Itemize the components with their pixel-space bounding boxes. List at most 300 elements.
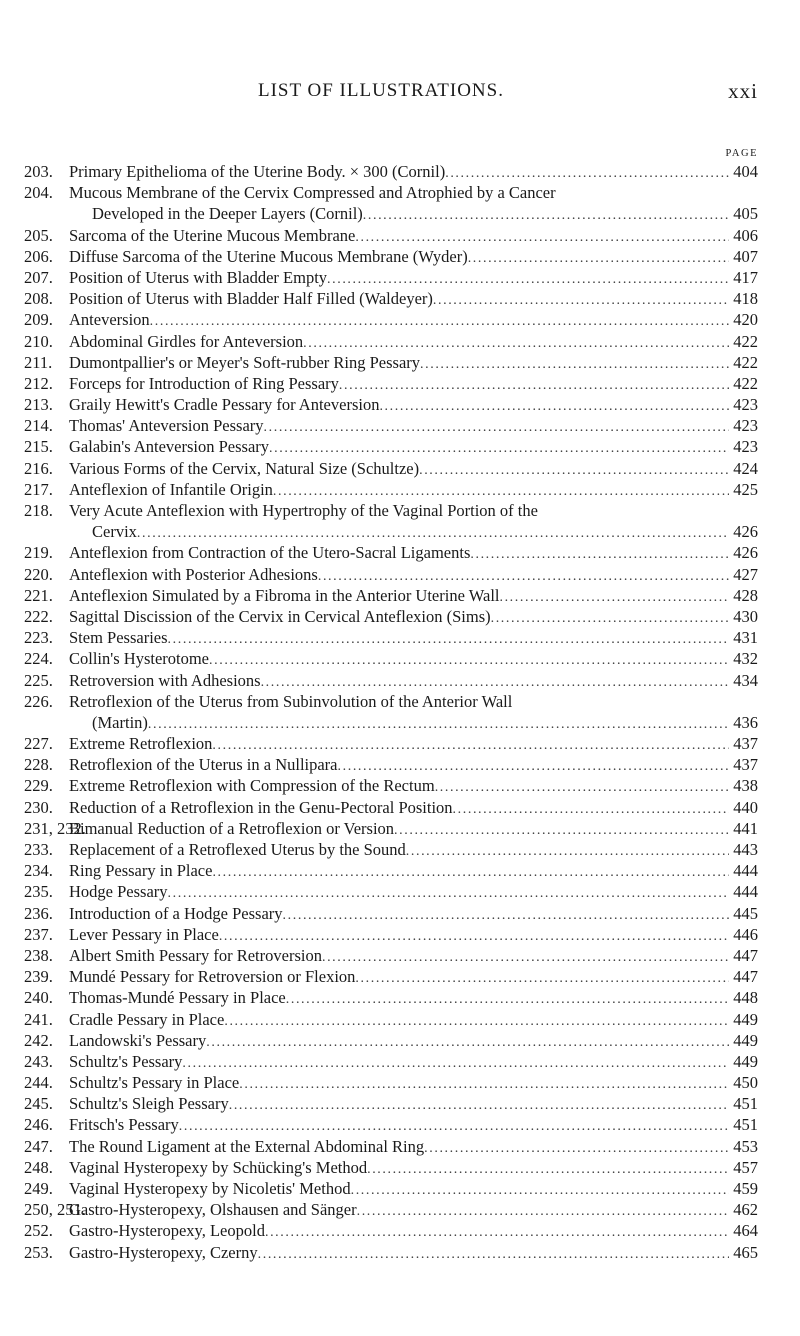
entry-line (69, 648, 758, 671)
dot-leader (212, 735, 729, 756)
entry-line (69, 564, 758, 587)
figure-number: 249. (24, 1179, 53, 1198)
list-item (0, 352, 800, 373)
list-item (0, 1009, 800, 1030)
figure-number: 216. (24, 458, 53, 478)
entry-line (69, 1220, 758, 1243)
page-reference: 426 (733, 522, 758, 542)
figure-number: 241. (24, 1009, 53, 1029)
figure-caption: Albert Smith Pessary for Retroversion (69, 945, 322, 965)
figure-number: 242. (24, 1030, 53, 1050)
figure-number: 238. (24, 945, 53, 965)
list-item (0, 161, 800, 182)
page-reference: 427 (733, 564, 758, 584)
dot-leader (261, 672, 729, 693)
page-reference: 451 (733, 1094, 758, 1114)
page-reference: 447 (733, 967, 758, 987)
entry-line (69, 225, 758, 248)
page-reference: 459 (733, 1179, 758, 1198)
figure-number: 221. (24, 585, 53, 605)
page-reference: 422 (733, 373, 758, 393)
figure-number: 234. (24, 861, 53, 881)
list-item (0, 1136, 800, 1157)
figure-number: 244. (24, 1073, 53, 1093)
figure-number: 204. (24, 183, 53, 203)
page-reference: 453 (733, 1136, 758, 1156)
entry-line (69, 373, 758, 396)
page-reference: 457 (733, 1157, 758, 1177)
entry-line (69, 1114, 758, 1137)
page-reference: 449 (733, 1009, 758, 1029)
entry-line (69, 1136, 758, 1159)
list-item (0, 1072, 800, 1093)
list-item (0, 500, 800, 521)
entry-line (69, 1051, 758, 1074)
dot-leader (445, 163, 729, 184)
figure-caption: Fritsch's Pessary (69, 1115, 179, 1135)
list-item (0, 881, 800, 902)
list-item (0, 373, 800, 394)
list-item (0, 797, 800, 818)
entry-line (69, 542, 758, 565)
figure-caption: Schultz's Pessary (69, 1051, 183, 1071)
entry-line (69, 924, 758, 947)
dot-leader (148, 714, 729, 735)
figure-caption: Position of Uterus with Bladder Half Filled (Waldeyer) (69, 289, 433, 309)
dot-leader (273, 481, 729, 502)
entry-line (69, 436, 758, 459)
illustration-list (0, 161, 800, 1263)
entry-line (69, 1009, 758, 1032)
figure-caption: Hodge Pessary (69, 882, 168, 902)
dot-leader (168, 883, 729, 904)
figure-number: 246. (24, 1115, 53, 1135)
page-reference: 465 (733, 1242, 758, 1262)
figure-caption: Cervix (92, 522, 137, 542)
page-reference: 434 (733, 670, 758, 690)
figure-caption: Landowski's Pessary (69, 1030, 207, 1050)
dot-leader (206, 1032, 729, 1053)
page-reference: 418 (733, 289, 758, 309)
figure-caption: Primary Epithelioma of the Uterine Body. × 300 (Cornil) (69, 162, 446, 181)
figure-number: 206. (24, 246, 53, 266)
list-item (0, 436, 800, 457)
figure-caption: Retroflexion of the Uterus in a Nullipara (69, 755, 338, 775)
dot-leader (269, 438, 729, 459)
list-item (0, 458, 800, 479)
page-reference: 441 (733, 818, 758, 838)
page-reference: 446 (733, 924, 758, 944)
dot-leader (355, 227, 729, 248)
figure-caption: Stem Pessaries (69, 628, 168, 648)
figure-caption: Ring Pessary in Place (69, 861, 213, 881)
dot-leader (179, 1116, 729, 1137)
figure-number: 250, 251. (24, 1200, 86, 1220)
list-item (0, 331, 800, 352)
entry-line (92, 203, 758, 226)
dot-leader (264, 417, 729, 438)
figure-caption: Sarcoma of the Uterine Mucous Membrane (69, 225, 356, 245)
entry-line (69, 945, 758, 968)
page-reference: 422 (733, 352, 758, 372)
figure-number: 237. (24, 924, 53, 944)
entry-line (69, 839, 758, 862)
page-reference: 420 (733, 310, 758, 330)
figure-number: 236. (24, 903, 53, 923)
list-item (0, 542, 800, 563)
dot-leader (406, 841, 729, 862)
figure-caption: Forceps for Introduction of Ring Pessary (69, 373, 339, 393)
list-item (0, 1093, 800, 1114)
entry-line (69, 161, 758, 184)
list-item (0, 1199, 800, 1220)
entry-line (69, 458, 758, 481)
figure-number: 229. (24, 776, 53, 796)
list-item (0, 1051, 800, 1072)
entry-line (69, 182, 758, 203)
list-item (0, 924, 800, 945)
entry-line (69, 479, 758, 502)
figure-caption: Extreme Retroflexion with Compression of the Rectum (69, 776, 435, 796)
page-reference: 406 (733, 225, 758, 245)
dot-leader (224, 1011, 729, 1032)
dot-leader (137, 523, 729, 544)
dot-leader (209, 650, 729, 671)
figure-number: 233. (24, 840, 53, 859)
dot-leader (229, 1095, 729, 1116)
page-reference: 424 (733, 458, 758, 478)
figure-caption: Anteflexion Simulated by a Fibroma in the Anterior Uterine Wall (69, 585, 500, 605)
list-item (0, 966, 800, 987)
list-item (0, 670, 800, 691)
page-reference: 440 (733, 797, 758, 817)
figure-caption: Anteflexion from Contraction of the Utero-Sacral Ligaments (69, 543, 471, 563)
page-reference: 405 (733, 204, 758, 224)
dot-leader (424, 1138, 729, 1159)
list-item (0, 775, 800, 796)
dot-leader (363, 205, 729, 226)
page-reference: 423 (733, 437, 758, 457)
figure-caption: Galabin's Anteversion Pessary (69, 437, 270, 457)
page-reference: 422 (733, 331, 758, 351)
figure-number: 230. (24, 797, 53, 817)
figure-caption: Graily Hewitt's Cradle Pessary for Anteversion (69, 395, 380, 415)
page-reference: 431 (733, 628, 758, 648)
page-reference: 447 (733, 945, 758, 965)
list-item (0, 627, 800, 648)
list-item (0, 394, 800, 415)
list-item (0, 585, 800, 606)
entry-line (69, 797, 758, 820)
entry-line (69, 288, 758, 311)
figure-number: 231, 232. (24, 818, 86, 838)
list-item (0, 860, 800, 881)
figure-number: 210. (24, 331, 53, 351)
entry-line (69, 1093, 758, 1116)
figure-number: 208. (24, 289, 53, 309)
entry-line (69, 860, 758, 883)
figure-caption: Schultz's Sleigh Pessary (69, 1094, 229, 1114)
dot-leader (239, 1074, 729, 1095)
entry-line (69, 754, 758, 777)
figure-caption: Mucous Membrane of the Cervix Compressed and Atrophied by a Cancer (69, 183, 556, 203)
figure-number: 212. (24, 373, 53, 393)
figure-number: 252. (24, 1221, 53, 1241)
page-reference: 448 (733, 988, 758, 1008)
page-reference: 444 (733, 861, 758, 881)
header-title: LIST OF ILLUSTRATIONS. (258, 80, 504, 101)
entry-line (69, 331, 758, 354)
figure-number: 207. (24, 267, 53, 287)
dot-leader (286, 989, 729, 1010)
entry-line (69, 585, 758, 608)
entry-line (69, 606, 758, 629)
page-reference: 449 (733, 1030, 758, 1050)
figure-number: 226. (24, 691, 53, 711)
figure-caption: Lever Pessary in Place (69, 924, 219, 944)
figure-caption: Anteflexion with Posterior Adhesions (69, 564, 318, 584)
page-reference: 423 (733, 416, 758, 436)
dot-leader (303, 333, 729, 354)
list-item (0, 712, 800, 733)
entry-line (69, 394, 758, 417)
dot-leader (168, 629, 729, 650)
figure-caption: Abdominal Girdles for Anteversion (69, 331, 304, 351)
dot-leader (182, 1053, 729, 1074)
dot-leader (468, 248, 729, 269)
dot-leader (357, 1201, 729, 1222)
page-reference: 450 (733, 1073, 758, 1093)
page-reference: 425 (733, 479, 758, 499)
dot-leader (322, 947, 729, 968)
figure-number: 205. (24, 225, 53, 245)
entry-line (69, 1030, 758, 1053)
dot-leader (258, 1244, 729, 1265)
page-reference: 432 (733, 649, 758, 669)
entry-line (69, 881, 758, 904)
figure-number: 214. (24, 416, 53, 436)
figure-caption: Schultz's Pessary in Place (69, 1073, 240, 1093)
page-reference: 449 (733, 1051, 758, 1071)
dot-leader (219, 926, 729, 947)
figure-caption: Thomas-Mundé Pessary in Place (69, 988, 286, 1008)
figure-number: 248. (24, 1157, 53, 1177)
entry-line (69, 1072, 758, 1095)
figure-caption: Anteversion (69, 310, 150, 330)
figure-caption: The Round Ligament at the External Abdominal Ring (69, 1136, 425, 1156)
entry-line (69, 1157, 758, 1180)
list-item (0, 1242, 800, 1263)
list-item (0, 182, 800, 203)
dot-leader (435, 777, 729, 798)
page-reference: 436 (733, 712, 758, 732)
figure-number: 247. (24, 1136, 53, 1156)
entry-line (69, 1178, 758, 1201)
dot-leader (499, 587, 729, 608)
list-item (0, 415, 800, 436)
list-item (0, 521, 800, 542)
figure-number: 245. (24, 1094, 53, 1114)
dot-leader (150, 311, 729, 332)
list-item (0, 1220, 800, 1241)
dot-leader (339, 375, 729, 396)
list-item (0, 479, 800, 500)
figure-number: 211. (24, 352, 53, 372)
figure-caption: Position of Uterus with Bladder Empty (69, 267, 328, 287)
entry-line (69, 775, 758, 798)
page-reference: 430 (733, 606, 758, 626)
list-item (0, 691, 800, 712)
page-reference: 438 (733, 776, 758, 796)
entry-line (92, 712, 758, 735)
running-header (58, 80, 758, 106)
dot-leader (327, 269, 729, 290)
list-item (0, 246, 800, 267)
dot-leader (212, 862, 729, 883)
dot-leader (338, 756, 729, 777)
list-item (0, 1114, 800, 1135)
page-reference: 407 (733, 246, 758, 266)
figure-number: 209. (24, 310, 53, 330)
page-reference: 417 (733, 267, 758, 287)
figure-number: 225. (24, 670, 53, 690)
figure-number: 239. (24, 967, 53, 987)
page-reference: 437 (733, 734, 758, 754)
figure-caption: Extreme Retroflexion (69, 734, 213, 754)
figure-number: 235. (24, 882, 53, 902)
figure-caption: Gastro-Hysteropexy, Olshausen and Sänger (69, 1200, 357, 1220)
dot-leader (379, 396, 729, 417)
dot-leader (470, 544, 729, 565)
list-item (0, 1030, 800, 1051)
figure-number: 227. (24, 734, 53, 754)
dot-leader (367, 1159, 729, 1180)
dot-leader (265, 1222, 729, 1243)
figure-number: 228. (24, 755, 53, 775)
figure-number: 213. (24, 395, 53, 415)
figure-caption: Mundé Pessary for Retroversion or Flexion (69, 967, 356, 987)
list-item (0, 1157, 800, 1178)
figure-number: 240. (24, 988, 53, 1008)
figure-caption: Gastro-Hysteropexy, Czerny (69, 1242, 258, 1262)
dot-leader (419, 460, 729, 481)
figure-number: 203. (24, 162, 53, 181)
page-reference: 464 (733, 1221, 758, 1241)
entry-line (92, 521, 758, 544)
page-reference: 423 (733, 395, 758, 415)
figure-number: 224. (24, 649, 53, 669)
figure-caption: Vaginal Hysteropexy by Schücking's Method (69, 1157, 368, 1177)
figure-caption: Cradle Pessary in Place (69, 1009, 225, 1029)
dot-leader (283, 905, 729, 926)
list-item (0, 987, 800, 1008)
entry-line (69, 903, 758, 926)
figure-caption: Sagittal Discission of the Cervix in Cervical Anteflexion (Sims) (69, 606, 491, 626)
list-item (0, 267, 800, 288)
entry-line (69, 818, 758, 841)
entry-line (69, 627, 758, 650)
entry-line (69, 267, 758, 290)
entry-line (69, 691, 758, 712)
dot-leader (491, 608, 729, 629)
entry-line (69, 500, 758, 521)
figure-caption: Vaginal Hysteropexy by Nicoletis' Method (69, 1179, 351, 1198)
list-item (0, 945, 800, 966)
figure-number: 215. (24, 437, 53, 457)
page-reference: 443 (733, 840, 758, 859)
page-reference: 426 (733, 543, 758, 563)
figure-caption: Introduction of a Hodge Pessary (69, 903, 283, 923)
figure-number: 220. (24, 564, 53, 584)
figure-number: 219. (24, 543, 53, 563)
figure-caption: (Martin) (92, 712, 148, 732)
page-reference: 437 (733, 755, 758, 775)
entry-line (69, 352, 758, 375)
figure-caption: Developed in the Deeper Layers (Cornil) (92, 204, 363, 224)
figure-caption: Gastro-Hysteropexy, Leopold (69, 1221, 265, 1241)
page-reference: 462 (733, 1200, 758, 1220)
entry-line (69, 309, 758, 332)
dot-leader (453, 799, 729, 820)
entry-line (69, 1242, 758, 1265)
list-item (0, 903, 800, 924)
list-item (0, 648, 800, 669)
list-item (0, 1178, 800, 1199)
list-item (0, 203, 800, 224)
list-item (0, 754, 800, 775)
figure-caption: Collin's Hysterotome (69, 649, 210, 669)
figure-caption: Thomas' Anteversion Pessary (69, 416, 264, 436)
entry-line (69, 987, 758, 1010)
dot-leader (318, 566, 729, 587)
list-item (0, 564, 800, 585)
dot-leader (355, 968, 729, 989)
entry-line (69, 966, 758, 989)
list-item (0, 288, 800, 309)
entry-line (69, 246, 758, 269)
page-column-label: PAGE (725, 148, 758, 159)
figure-caption: Various Forms of the Cervix, Natural Size (Schultze) (69, 458, 420, 478)
figure-number: 222. (24, 606, 53, 626)
figure-number: 223. (24, 628, 53, 648)
figure-number: 253. (24, 1242, 53, 1262)
dot-leader (351, 1180, 729, 1201)
figure-number: 243. (24, 1051, 53, 1071)
page-reference: 404 (733, 162, 758, 181)
list-item (0, 309, 800, 330)
figure-number: 217. (24, 479, 53, 499)
figure-caption: Retroversion with Adhesions (69, 670, 261, 690)
page-reference: 444 (733, 882, 758, 902)
figure-caption: Dumontpallier's or Meyer's Soft-rubber Ring Pessary (69, 352, 421, 372)
entry-line (69, 1199, 758, 1222)
page-reference: 445 (733, 903, 758, 923)
figure-caption: Reduction of a Retroflexion in the Genu-Pectoral Position (69, 797, 453, 817)
list-item (0, 606, 800, 627)
page-number-roman: xxi (728, 79, 758, 103)
list-item (0, 839, 800, 860)
entry-line (69, 415, 758, 438)
dot-leader (420, 354, 729, 375)
figure-caption: Anteflexion of Infantile Origin (69, 479, 273, 499)
figure-caption: Bimanual Reduction of a Retroflexion or Version (69, 818, 395, 838)
dot-leader (433, 290, 729, 311)
list-item (0, 225, 800, 246)
list-item (0, 818, 800, 839)
figure-caption: Diffuse Sarcoma of the Uterine Mucous Membrane (Wyder) (69, 246, 468, 266)
entry-line (69, 733, 758, 756)
list-item (0, 733, 800, 754)
